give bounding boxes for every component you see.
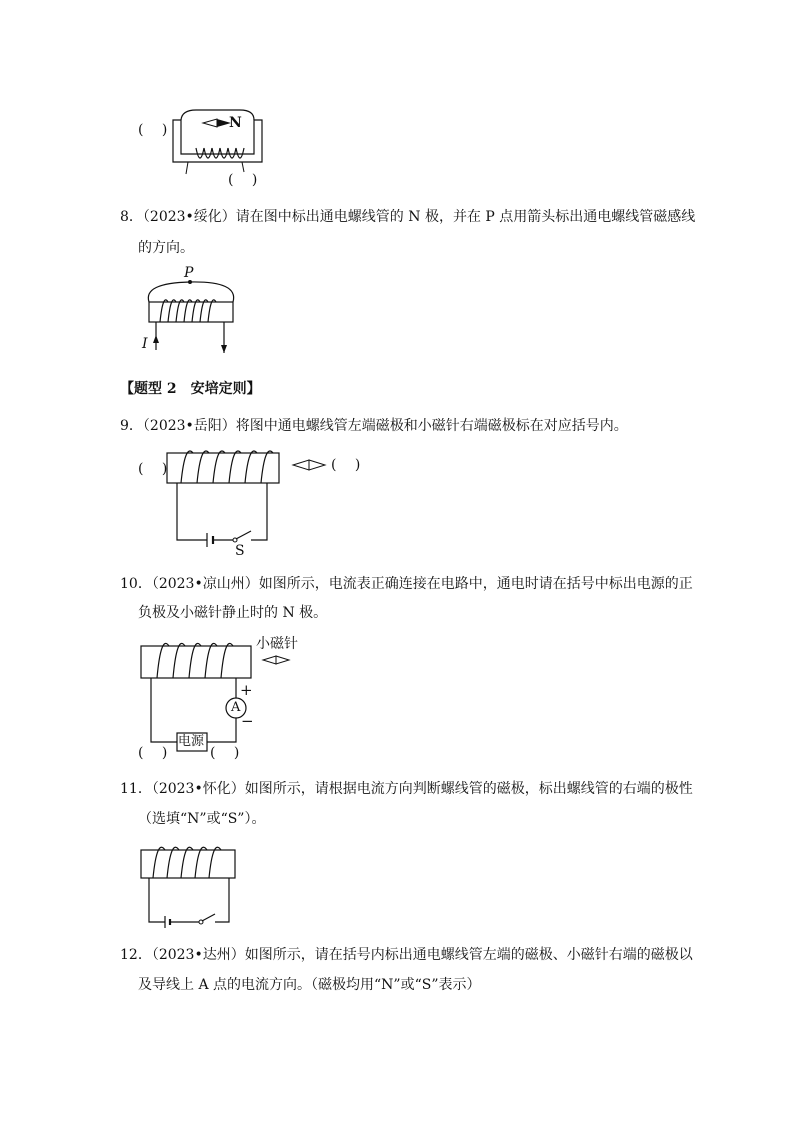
- q7-paren-bottom[interactable]: ( ): [228, 172, 258, 188]
- q10-minus-sign: −: [241, 712, 254, 730]
- q11-text-line2: （选填“N”或“S”）。: [138, 811, 266, 827]
- q7-needle-label: N: [229, 115, 242, 131]
- q12-text-line1: 12．（2023•达州）如图所示，请在括号内标出通电螺线管左端的磁极、小磁针右端的磁极以: [120, 947, 693, 963]
- q9-paren-left[interactable]: ( ): [138, 461, 168, 477]
- q9-figure: [135, 445, 375, 560]
- q11-figure: [135, 838, 245, 933]
- q8-figure: [135, 265, 255, 360]
- q12-text-line2: 及导线上 A 点的电流方向。（磁极均用“N”或“S”表示）: [138, 977, 481, 993]
- q10-ammeter-label: A: [231, 700, 241, 715]
- q8-label-p: P: [184, 265, 194, 281]
- q10-needle-caption: 小磁针: [256, 636, 298, 652]
- q8-text-line2: 的方向。: [138, 240, 194, 256]
- section-heading: 【题型 2 安培定则】: [120, 381, 261, 397]
- q10-paren-right[interactable]: ( ): [210, 745, 240, 761]
- q10-source-label: 电源: [178, 734, 205, 749]
- q11-text-line1: 11．（2023•怀化）如图所示，请根据电流方向判断螺线管的磁极，标出螺线管的右端的极性: [120, 781, 693, 797]
- q7-paren-left[interactable]: ( ): [138, 122, 168, 138]
- q8-label-i: I: [142, 336, 148, 352]
- q10-figure: [135, 632, 315, 762]
- q10-paren-left[interactable]: ( ): [138, 745, 168, 761]
- q10-plus-sign: +: [240, 681, 253, 699]
- q10-text-line1: 10．（2023•凉山州）如图所示，电流表正确连接在电路中，通电时请在括号中标出电源的正: [120, 576, 693, 592]
- q9-paren-right[interactable]: ( ): [331, 457, 361, 473]
- q9-switch-label: S: [235, 543, 245, 559]
- q8-text-line1: 8．（2023•绥化）请在图中标出通电螺线管的 N 极，并在 P 点用箭头标出通电螺线管磁感线: [120, 209, 696, 225]
- q10-text-line2: 负极及小磁针静止时的 N 极。: [138, 605, 328, 621]
- q9-text-line1: 9．（2023•岳阳）将图中通电螺线管左端磁极和小磁针右端磁极标在对应括号内。: [120, 418, 628, 434]
- q7-figure: [130, 100, 280, 195]
